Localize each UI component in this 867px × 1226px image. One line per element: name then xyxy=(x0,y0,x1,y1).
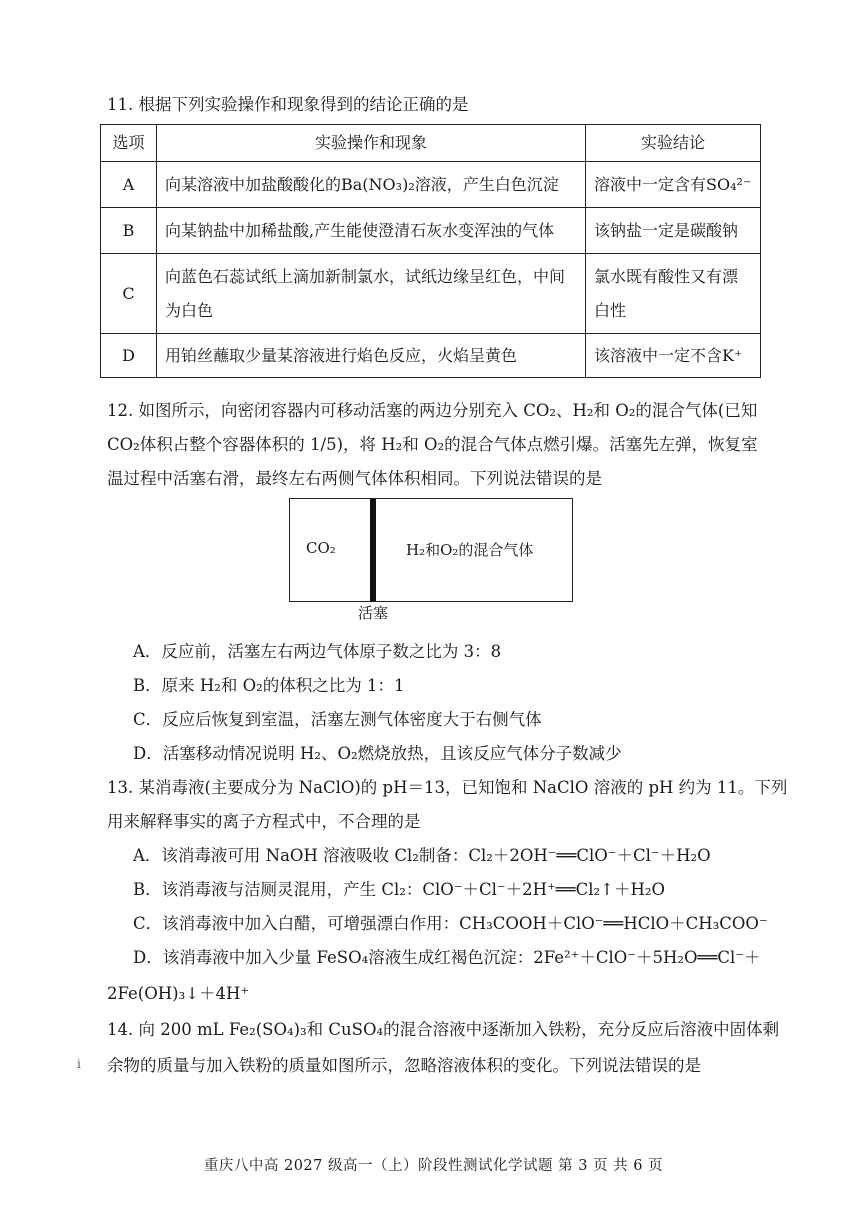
row-option: D xyxy=(101,334,157,378)
q12-option-c: C．反应后恢复到室温，活塞左测气体密度大于右侧气体 xyxy=(133,710,542,729)
q13-option-c: C．该消毒液中加入白醋，可增强漂白作用：CH₃COOH＋ClO⁻══HClO＋CH₃COO⁻ xyxy=(133,914,768,933)
left-gas-label: CO₂ xyxy=(306,539,336,557)
q13-option-a: A．该消毒液可用 NaOH 溶液吸收 Cl₂制备：Cl₂＋2OH⁻══ClO⁻＋Cl⁻＋H₂O xyxy=(133,846,711,865)
right-gas-label: H₂和O₂的混合气体 xyxy=(406,541,534,559)
row-option: B xyxy=(101,208,157,254)
q13-option-d: D．该消毒液中加入少量 FeSO₄溶液生成红褐色沉淀：2Fe²⁺＋ClO⁻＋5H₂O══Cl⁻＋ xyxy=(133,948,761,967)
q14-stem-line: 余物的质量与加入铁粉的质量如图所示，忽略溶液体积的变化。下列说法错误的是 xyxy=(107,1056,701,1075)
row-conclusion: 该溶液中一定不含K⁺ xyxy=(586,334,761,378)
q13-stem-line: 用来解释事实的离子方程式中，不合理的是 xyxy=(107,812,421,831)
row-operation: 向某钠盐中加稀盐酸,产生能使澄清石灰水变浑浊的气体 xyxy=(157,208,586,254)
header-option: 选项 xyxy=(101,125,157,162)
q14-stem-line: 14. 向 200 mL Fe₂(SO₄)₃和 CuSO₄的混合溶液中逐渐加入铁粉，充分反应后溶液中固体剩 xyxy=(107,1020,780,1039)
q12-option-d: D．活塞移动情况说明 H₂、O₂燃烧放热，且该反应气体分子数减少 xyxy=(133,744,622,763)
q11-stem: 11. 根据下列实验操作和现象得到的结论正确的是 xyxy=(107,95,469,114)
piston-label: 活塞 xyxy=(358,604,389,622)
q12-stem-line: 12. 如图所示，向密闭容器内可移动活塞的两边分别充入 CO₂、H₂和 O₂的混合气体(已知 xyxy=(107,401,758,420)
table-row xyxy=(101,334,761,378)
row-operation-line: 向蓝色石蕊试纸上滴加新制氯水，试纸边缘呈红色，中间 xyxy=(165,266,566,286)
row-operation: 用铂丝蘸取少量某溶液进行焰色反应，火焰呈黄色 xyxy=(157,334,586,378)
row-conclusion: 溶液中一定含有SO₄²⁻ xyxy=(586,162,761,208)
row-conclusion-line: 氯水既有酸性又有漂 xyxy=(594,266,739,286)
row-conclusion-line: 白性 xyxy=(594,300,627,320)
row-conclusion: 该钠盐一定是碳酸钠 xyxy=(586,208,761,254)
container-diagram xyxy=(289,498,573,602)
q12-stem-line: CO₂体积占整个容器体积的 1/5)，将 H₂和 O₂的混合气体点燃引爆。活塞先左弹，恢复室 xyxy=(107,435,758,454)
row-option: C xyxy=(101,254,157,334)
q12-option-b: B．原来 H₂和 O₂的体积之比为 1：1 xyxy=(133,676,405,695)
q12-stem-line: 温过程中活塞右滑，最终左右两侧气体体积相同。下列说法错误的是 xyxy=(107,469,602,488)
row-option: A xyxy=(101,162,157,208)
margin-mark: i xyxy=(77,1057,81,1071)
row-conclusion xyxy=(586,254,761,334)
table-header-row xyxy=(101,125,761,162)
q12-option-a: A．反应前，活塞左右两边气体原子数之比为 3：8 xyxy=(133,642,502,661)
table-row xyxy=(101,254,761,334)
row-operation xyxy=(157,254,586,334)
piston xyxy=(370,499,376,601)
q13-option-b: B．该消毒液与洁厕灵混用，产生 Cl₂：ClO⁻＋Cl⁻＋2H⁺══Cl₂↑＋H₂O xyxy=(133,880,665,899)
table-row xyxy=(101,208,761,254)
q11-table xyxy=(100,124,761,378)
header-operation: 实验操作和现象 xyxy=(157,125,586,162)
q13-option-d-cont: 2Fe(OH)₃↓＋4H⁺ xyxy=(107,984,250,1003)
page-footer: 重庆八中高 2027 级高一（上）阶段性测试化学试题 第 3 页 共 6 页 xyxy=(203,1158,664,1174)
table-row xyxy=(101,162,761,208)
row-operation: 向某溶液中加盐酸酸化的Ba(NO₃)₂溶液，产生白色沉淀 xyxy=(157,162,586,208)
header-conclusion: 实验结论 xyxy=(586,125,761,162)
q13-stem-line: 13. 某消毒液(主要成分为 NaClO)的 pH＝13，已知饱和 NaClO 溶液的 pH 约为 11。下列 xyxy=(107,778,788,797)
row-operation-line: 为白色 xyxy=(165,300,214,320)
